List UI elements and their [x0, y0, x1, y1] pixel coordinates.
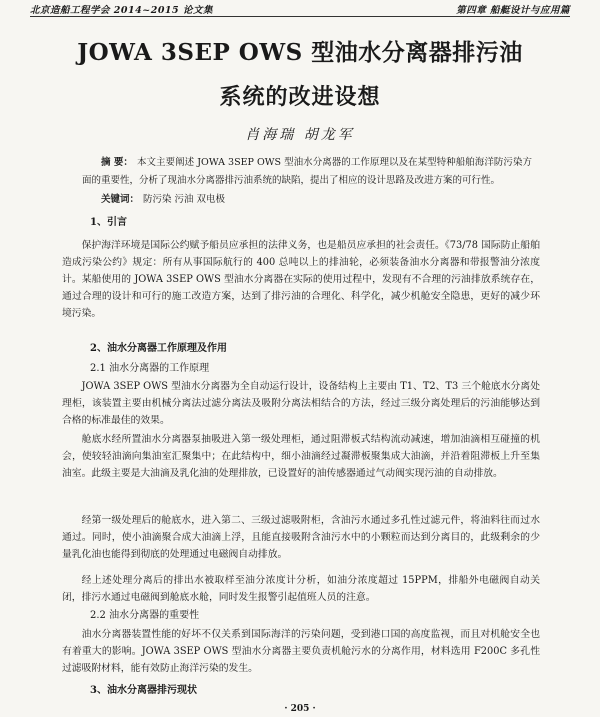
- paper-title-line2: 系统的改进设想: [219, 84, 381, 110]
- section-1-paragraph: 保护海洋环境是国际公约赋予船员应承担的法律义务，也是船员应承担的社会责任。《73/78 国际防止船舶造成污染公约》规定：所有从事国际航行的 400 总吨以上的排油轮，必须装备油水分离器和带报警油分浓度计。某船使用的 JOWA 3SEP OWS 型油水分离器在实际的使用过程中，发现有不合理的污油排放系统存在，通过合理的设计和可行的施工改造方案，达到了排污油的合理化、科学化，减少机舱安全隐患，更好的减少环境污染。: [62, 240, 540, 319]
- section-2-heading: 2、油水分离器工作原理及作用: [90, 343, 227, 354]
- paper-title-line1: JOWA 3SEP OWS 型油水分离器排污油: [77, 39, 523, 66]
- section-2-2-paragraph: 油水分离器装置性能的好坏不仅关系到国际海洋的污染问题，受到港口国的高度监视，而且对机舱安全也有着重大的影响。JOWA 3SEP OWS 型油水分离器主要负责机舱污水的分离作用，材料选用 F200C 多孔性过滤吸附材料，能有效防止海洋污染的发生。: [62, 629, 540, 674]
- section-2-1-paragraph-4: 经上述处理分离后的排出水被取样至油分浓度计分析，如油分浓度超过 15PPM，排船外电磁阀自动关闭，排污水通过电磁阀到舱底水舱，同时发生报警引起值班人员的注意。: [62, 575, 540, 603]
- abstract: [82, 154, 532, 190]
- section-1-heading: 1、引言: [90, 217, 127, 228]
- keywords: [82, 192, 532, 208]
- section-2-1-paragraph-2: 舱底水经所置油水分离器泵抽吸进入第一级处理柜，通过阻滞板式结构流动减速，增加油滴相互碰撞的机会，使较轻油滴向集油室汇聚集中；在此结构中，细小油滴经过凝滞板聚集成大油滴，并沿着阻滞板上升至集油室。此级主要是大油滴及乳化油的处理排放，已设置好的油传感器通过气动阀实现污油的自动排放。: [62, 434, 540, 479]
- header-chapter-title: 第四章 船艇设计与应用篇: [456, 5, 570, 16]
- page-number: · 205 ·: [284, 704, 316, 714]
- section-2-1-heading: 2.1 油水分离器的工作原理: [90, 363, 210, 374]
- section-3-heading: 3、油水分离器排污现状: [90, 685, 197, 696]
- keywords-label: 关键词：: [101, 194, 140, 205]
- paper-authors: 肖海瑞 胡龙军: [245, 127, 355, 143]
- section-2-1-paragraph-3: 经第一级处理后的舱底水，进入第二、三级过滤吸附柜，含油污水通过多孔性过滤元件，将油料往而过水通过。同时，使小油滴聚合成大油滴上浮，且能直接吸附含油污水中的小颗粒而达到分离目的，此级剩余的少量乳化油也能得到彻底的处理通过电磁阀自动排放。: [62, 515, 540, 560]
- abstract-text: 本文主要阐述 JOWA 3SEP OWS 型油水分离器的工作原理以及在某型特种船舶海洋防污染方面的重要性，分析了现油水分离器排污油系统的缺陷，提出了相应的设计思路及改进方案的可行性。: [82, 157, 532, 186]
- running-header: [30, 2, 570, 17]
- keywords-text: 防污染 污油 双电极: [143, 194, 226, 205]
- section-2-1-paragraph-1: JOWA 3SEP OWS 型油水分离器为全自动运行设计，设备结构上主要由 T1、T2、T3 三个舱底水分离处理柜，该装置主要由机械分离法过滤分离法及吸附分离法相结合的方法，经过三级分离处理后的污油能够达到合格的标准最佳的效果。: [62, 381, 540, 426]
- section-2-2-heading: 2.2 油水分离器的重要性: [90, 610, 200, 621]
- header-proceedings-title: 北京造船工程学会 2014~2015 论文集: [30, 5, 213, 16]
- abstract-label: 摘 要：: [101, 157, 133, 168]
